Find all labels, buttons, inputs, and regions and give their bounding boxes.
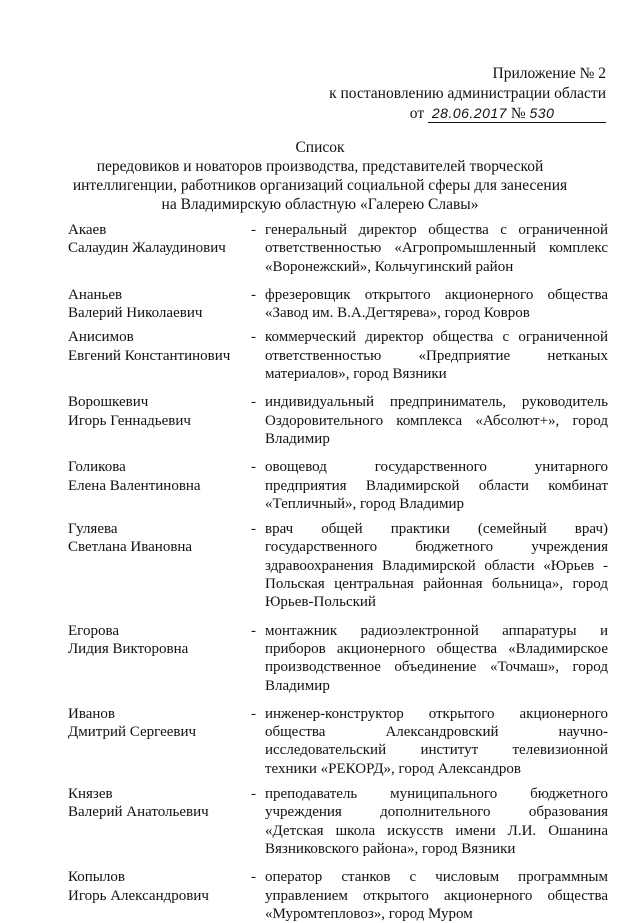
person-name — [68, 328, 251, 383]
description-line: Владимир — [265, 430, 330, 447]
description-line: «Тепличный», город Владимир — [265, 495, 465, 512]
list-item — [68, 328, 608, 383]
description-line: «Воронежский», Кольчугинский район — [265, 258, 514, 275]
position-description — [265, 286, 608, 323]
person-name — [68, 785, 251, 858]
separator-dash: - — [251, 622, 256, 639]
description-line: приборов акционерного общества «Владимирское — [265, 640, 608, 657]
title-line-3: интеллигенции, работников организаций социальной сферы для занесения — [72, 177, 568, 194]
description-line: исследовательский институт телевизионной — [265, 742, 608, 759]
surname: Анисимов — [68, 329, 134, 346]
separator-dash: - — [251, 394, 256, 411]
description-line: материалов», город Вязники — [265, 366, 447, 383]
description-line: «Завод им. В.А.Дегтярева», город Ковров — [265, 305, 530, 322]
position-description — [265, 705, 608, 778]
description-line: «Муромтепловоз», город Муром — [265, 905, 473, 922]
date-number-underline — [428, 105, 606, 123]
position-description — [265, 458, 608, 513]
description-line: Юрьев-Польский — [265, 594, 376, 611]
surname: Копылов — [68, 869, 125, 886]
description-line: коммерческий директор общества с ограниченной — [265, 329, 608, 346]
list-item — [68, 458, 608, 513]
description-line: Оздоровительного комплекса «Абсолют+», город — [265, 412, 608, 429]
given-names: Валерий Анатольевич — [68, 804, 209, 821]
description-line: врач общей практики (семейный врач) — [265, 521, 608, 538]
surname: Голикова — [68, 459, 126, 476]
separator-dash: - — [251, 705, 256, 722]
title-line-2: передовиков и новаторов производства, представителей творческой — [96, 158, 544, 175]
given-names: Елена Валентиновна — [68, 477, 201, 494]
appendix-title: Приложение № 2 — [492, 65, 606, 82]
person-name — [68, 868, 251, 923]
description-line: техники «РЕКОРД», город Александров — [265, 760, 521, 777]
position-description — [265, 328, 608, 383]
description-line: индивидуальный предприниматель, руководитель — [265, 394, 608, 411]
person-name — [68, 458, 251, 513]
description-line: фрезеровщик открытого акционерного общества — [265, 286, 608, 303]
given-names: Валерий Николаевич — [68, 305, 203, 322]
description-line: учреждения дополнительного образования — [265, 804, 608, 821]
list-item — [68, 868, 608, 923]
date-prefix: от — [409, 105, 425, 122]
separator-dash: - — [251, 329, 256, 346]
list-item — [68, 393, 608, 448]
position-description — [265, 868, 608, 923]
given-names: Дмитрий Сергеевич — [68, 724, 197, 741]
description-line: производственное объединение «Точмаш», город — [265, 659, 608, 676]
position-description — [265, 622, 608, 695]
surname: Егорова — [68, 622, 119, 639]
description-line: преподаватель муниципального бюджетного — [265, 786, 608, 803]
description-line: овощевод государственного унитарного — [265, 459, 608, 476]
separator-dash: - — [251, 286, 256, 303]
list-title — [0, 138, 640, 214]
description-line: оператор станков с числовым программным — [265, 869, 608, 886]
number-sign: № — [510, 105, 526, 122]
person-name — [68, 221, 251, 276]
description-line: общества Александровский научно- — [265, 724, 608, 741]
given-names: Игорь Геннадьевич — [68, 412, 191, 429]
description-line: Вязниковского района», город Вязники — [265, 840, 516, 857]
surname: Князев — [68, 786, 113, 803]
person-name — [68, 286, 251, 323]
surname: Акаев — [68, 222, 107, 238]
description-line: государственного бюджетного учреждения — [265, 539, 608, 556]
description-line: «Детская школа искусств имени Л.И. Ошанина — [265, 822, 608, 839]
description-line: Польская центральная районная больница», город — [265, 576, 608, 593]
separator-dash: - — [251, 459, 256, 476]
separator-dash: - — [251, 786, 256, 803]
person-name — [68, 393, 251, 448]
honoree-list — [68, 221, 608, 923]
person-name — [68, 622, 251, 695]
person-name — [68, 705, 251, 778]
given-names: Игорь Александрович — [68, 887, 209, 904]
appendix-header — [329, 64, 606, 124]
given-names: Светлана Ивановна — [68, 539, 193, 556]
list-item — [68, 221, 608, 276]
list-item — [68, 785, 608, 858]
person-name — [68, 520, 251, 611]
separator-dash: - — [251, 222, 256, 238]
given-names: Салаудин Жалаудинович — [68, 240, 226, 257]
description-line: Владимир — [265, 677, 330, 694]
description-line: предприятия Владимирской области комбинат — [265, 477, 608, 494]
position-description — [265, 785, 608, 858]
description-line: здравоохранения Владимирской области «Юрьев - — [265, 557, 608, 574]
given-names: Евгений Константинович — [68, 347, 231, 364]
list-item — [68, 622, 608, 695]
position-description — [265, 520, 608, 611]
appendix-subtitle: к постановлению администрации области — [329, 85, 606, 102]
description-line: ответственностью «Агропромышленный комплекс — [265, 240, 608, 257]
surname: Гуляева — [68, 521, 118, 538]
position-description — [265, 221, 608, 276]
surname: Ворошкевич — [68, 394, 149, 411]
description-line: монтажник радиоэлектронной аппаратуры и — [265, 622, 608, 639]
description-line: инженер-конструктор открытого акционерного — [265, 705, 608, 722]
surname: Ананьев — [68, 286, 123, 303]
surname: Иванов — [68, 705, 115, 722]
separator-dash: - — [251, 521, 256, 538]
description-line: ответственностью «Предприятие нетканых — [265, 347, 608, 364]
title-line-4: на Владимирскую областную «Галерею Славы» — [161, 196, 479, 213]
appendix-date-line — [329, 104, 606, 124]
separator-dash: - — [251, 869, 256, 886]
position-description — [265, 393, 608, 448]
given-names: Лидия Викторовна — [68, 640, 189, 657]
list-item — [68, 286, 608, 323]
list-item — [68, 705, 608, 778]
description-line: генеральный директор общества с ограниченной — [265, 222, 608, 238]
decree-number: 530 — [529, 105, 555, 121]
decree-date: 28.06.2017 — [431, 105, 507, 121]
list-item — [68, 520, 608, 611]
title-line-1: Список — [295, 139, 345, 156]
description-line: управлением открытого акционерного общества — [265, 887, 608, 904]
